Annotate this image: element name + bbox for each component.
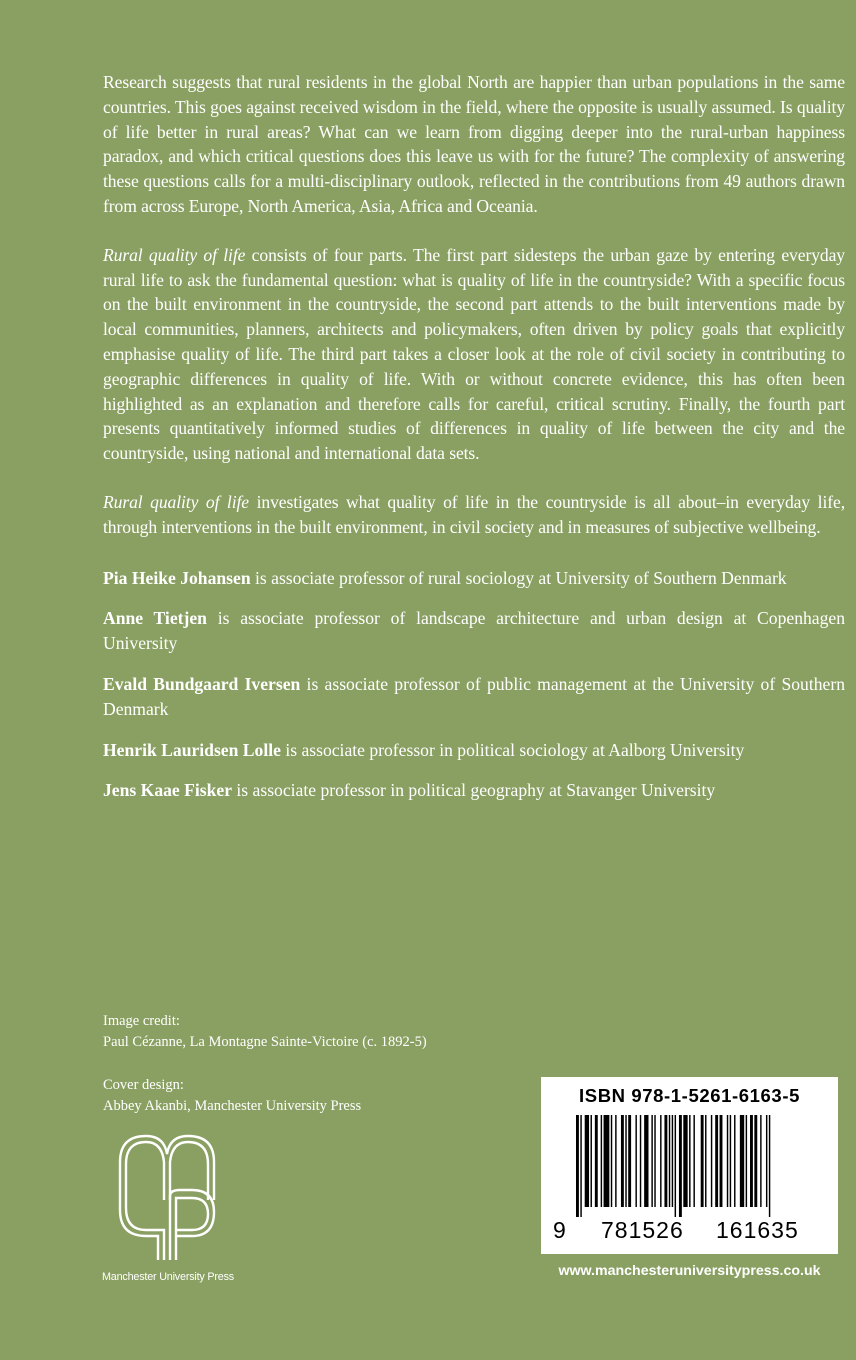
barcode-bar	[635, 1115, 636, 1207]
author-bio	[103, 738, 845, 763]
author-description: is associate professor of public management at the University of Southern Denmark	[103, 673, 845, 719]
barcode-bar	[664, 1115, 667, 1207]
blurb-paragraph-3-text: investigates what quality of life in the countryside is all about–in everyday life, through interventions in the built environment, in civil society and in measures of subjective wellbeing.	[103, 491, 845, 537]
author-name: Jens Kaae Fisker	[103, 780, 233, 801]
cover-design-value: Abbey Akanbi, Manchester University Press	[103, 1098, 362, 1114]
blurb-paragraph-1: Research suggests that rural residents in the global North are happier than urban populations in the same countries. This goes against received wisdom in the field, where the opposite is usually assumed. Is quality of life better in rural areas? What can we learn from digging deeper into the rural-urban happiness paradox, and which critical questions does this leave us with for the future? The complexity of answering these questions calls for a multi-disciplinary outlook, reflected in the contributions from 49 authors drawn from across Europe, North America, Asia, Africa and Oceania.	[103, 72, 845, 216]
author-list	[103, 566, 845, 804]
barcode-bar	[734, 1115, 735, 1207]
barcode-bar	[720, 1115, 723, 1207]
author-bio	[103, 778, 845, 803]
barcode-bar	[746, 1115, 747, 1207]
barcode-bar	[766, 1115, 767, 1207]
barcode-bar	[693, 1115, 694, 1207]
image-credit-label: Image credit:	[103, 1013, 180, 1029]
author-description: is associate professor in political geography at Stavanger University	[232, 780, 716, 801]
author-name: Henrik Lauridsen Lolle	[103, 739, 281, 760]
barcode-bar	[689, 1115, 690, 1207]
image-credit	[103, 1011, 427, 1053]
barcode-bar	[640, 1115, 641, 1207]
mup-monogram-icon	[108, 1132, 226, 1264]
barcode-bar	[675, 1115, 676, 1217]
barcode-icon	[576, 1115, 816, 1217]
barcode-bar	[651, 1115, 652, 1207]
back-cover-text	[103, 70, 845, 819]
blurb-paragraph-2	[103, 243, 845, 466]
barcode-bar	[727, 1115, 728, 1207]
book-title-italic: Rural quality of life	[103, 491, 250, 512]
barcode-bar	[621, 1115, 624, 1207]
image-credit-value: Paul Cézanne, La Montagne Sainte-Victoire (c. 1892-5)	[103, 1034, 427, 1050]
isbn-barcode-box	[541, 1077, 838, 1254]
author-description: is associate professor in political sociology at Aalborg University	[280, 739, 745, 760]
blurb-paragraph-3	[103, 490, 845, 540]
author-bio	[103, 672, 845, 722]
author-name: Anne Tietjen	[103, 608, 207, 629]
author-bio	[103, 606, 845, 656]
barcode-bar	[615, 1115, 616, 1207]
barcode-bar	[660, 1115, 661, 1207]
author-name: Evald Bundgaard Iversen	[103, 673, 301, 694]
barcode-bar	[760, 1115, 761, 1207]
publisher-website: www.manchesteruniversitypress.co.uk	[558, 1263, 821, 1279]
author-description: is associate professor of landscape architecture and urban design at Copenhagen University	[103, 608, 845, 654]
barcode-digits-right: 161635	[716, 1217, 799, 1243]
barcode-digit-first: 9	[553, 1217, 567, 1243]
barcode-bar	[740, 1115, 744, 1207]
barcode-bar	[669, 1115, 670, 1207]
barcode-bar	[711, 1115, 712, 1207]
barcode-bar	[576, 1115, 579, 1217]
barcode-bar	[604, 1115, 610, 1207]
blurb-paragraph-2-text: consists of four parts. The first part sidesteps the urban gaze by entering everyday rural life to ask the fundamental question: what is quality of life in the countryside? With a specific focus on the built environment in the countryside, the second part attends to the built interventions made by local communities, planners, architects and policymakers, often driven by policy goals that explicitly emphasise quality of life. The third part takes a closer look at the role of civil society in contributing to geographic differences in quality of life. With or without concrete evidence, this has often been highlighted as an explanation and therefore calls for careful, critical scrutiny. Finally, the fourth part presents quantitatively informed studies of differences in quality of life between the city and the countryside, using national and international data sets.	[103, 244, 846, 464]
barcode-bar	[705, 1115, 706, 1207]
barcode-digits-left: 781526	[601, 1217, 684, 1243]
barcode-bar	[591, 1115, 592, 1207]
barcode-bar	[750, 1115, 753, 1207]
barcode-bar	[730, 1115, 731, 1207]
barcode-bar	[625, 1115, 626, 1207]
barcode-bar	[580, 1115, 581, 1217]
barcode-bar	[672, 1115, 673, 1207]
barcode-bar	[601, 1115, 602, 1207]
author-description: is associate professor of rural sociology at University of Southern Denmark	[250, 567, 787, 588]
author-bio	[103, 566, 845, 591]
publisher-name: Manchester University Press	[102, 1271, 235, 1283]
barcode-bar	[595, 1115, 598, 1207]
barcode-bar	[585, 1115, 589, 1207]
book-title-italic: Rural quality of life	[103, 244, 246, 265]
barcode-bar	[679, 1115, 682, 1217]
barcode-bar	[715, 1115, 718, 1207]
barcode-bar	[654, 1115, 655, 1207]
barcode-bar	[701, 1115, 704, 1207]
barcode-bar	[644, 1115, 648, 1207]
author-name: Pia Heike Johansen	[103, 567, 251, 588]
barcode-bar	[611, 1115, 612, 1207]
barcode-bar	[754, 1115, 757, 1207]
cover-design-label: Cover design:	[103, 1077, 184, 1093]
barcode-bar	[628, 1115, 631, 1207]
isbn-label: ISBN 978-1-5261-6163-5	[579, 1085, 800, 1106]
barcode-bar	[683, 1115, 687, 1207]
barcode-bar	[769, 1115, 770, 1217]
cover-design-credit	[103, 1075, 361, 1117]
